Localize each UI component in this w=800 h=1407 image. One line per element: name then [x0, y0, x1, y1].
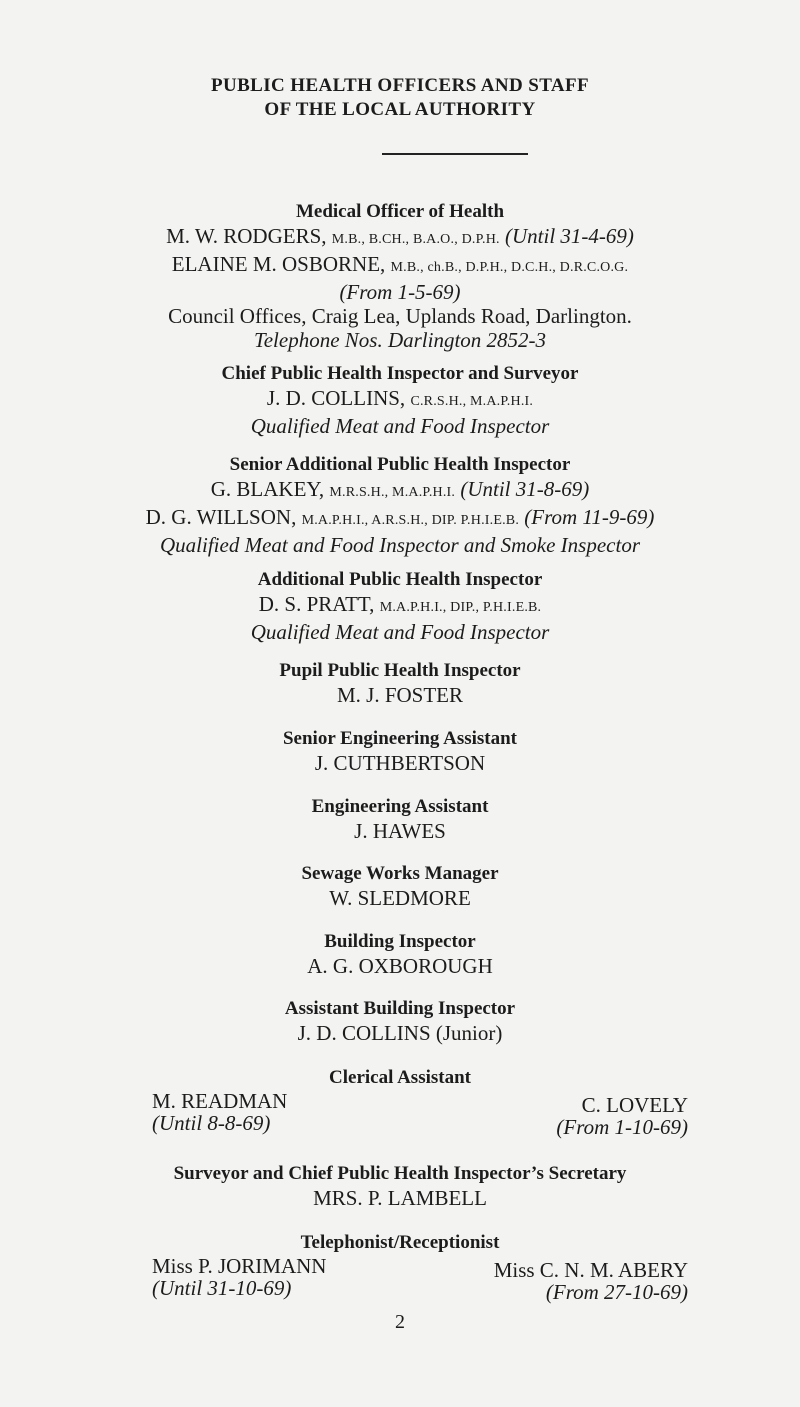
staff-period: (From 1-10-69)	[556, 1115, 688, 1139]
section-heading: Senior Additional Public Health Inspector	[229, 454, 571, 475]
page-number: 2	[395, 1311, 405, 1333]
staff-entry	[0, 252, 800, 280]
section-telephonist	[0, 1231, 800, 1255]
section-heading: Medical Officer of Health	[295, 201, 505, 222]
staff-period: (From 27-10-69)	[545, 1280, 688, 1304]
title-divider	[382, 153, 528, 155]
section-heading: Clerical Assistant	[329, 1067, 471, 1088]
staff-entry	[0, 386, 800, 414]
section-sewage-works	[0, 862, 800, 910]
staff-qualifications: M.B., B.CH., B.A.O., D.P.H.	[331, 232, 500, 247]
staff-qualifications: M.B., ch.B., D.P.H., D.C.H., D.R.C.O.G.	[390, 260, 629, 275]
staff-name: M. READMAN	[152, 1089, 288, 1113]
staff-entry-right	[556, 1094, 688, 1138]
staff-note: Qualified Meat and Food Inspector	[250, 620, 550, 644]
staff-period: (Until 31-10-69)	[152, 1276, 292, 1300]
section-additional-inspector	[0, 568, 800, 644]
staff-period: (From 1-5-69)	[339, 280, 461, 304]
staff-entry	[0, 592, 800, 620]
staff-name: J. D. COLLINS,	[266, 386, 411, 410]
staff-period: (Until 31-4-69)	[505, 224, 634, 248]
section-heading: Sewage Works Manager	[301, 863, 499, 884]
staff-period: (Until 8-8-69)	[152, 1111, 271, 1135]
section-heading: Additional Public Health Inspector	[257, 569, 543, 590]
section-senior-additional-inspector	[0, 453, 800, 557]
staff-qualifications: M.A.P.H.I., DIP., P.H.I.E.B.	[379, 600, 542, 615]
office-address: Council Offices, Craig Lea, Uplands Road, Darlington.	[168, 304, 632, 328]
page-title-line-1: PUBLIC HEALTH OFFICERS AND STAFF	[210, 75, 590, 96]
staff-name: Miss C. N. M. ABERY	[493, 1258, 688, 1282]
section-building-inspector	[0, 930, 800, 978]
staff-name: Miss P. JORIMANN	[152, 1254, 327, 1278]
section-clerical	[0, 1066, 800, 1090]
staff-name: J. HAWES	[354, 819, 446, 843]
staff-name: D. S. PRATT,	[258, 592, 380, 616]
section-heading: Chief Public Health Inspector and Surveyor	[221, 363, 579, 384]
staff-name: MRS. P. LAMBELL	[313, 1186, 487, 1210]
staff-entry-left	[152, 1255, 326, 1299]
section-heading: Assistant Building Inspector	[284, 998, 516, 1019]
section-heading: Senior Engineering Assistant	[282, 728, 518, 749]
section-secretary	[0, 1162, 800, 1210]
section-assistant-building	[0, 997, 800, 1045]
staff-period: (Until 31-8-69)	[460, 477, 590, 501]
section-medical-officer	[0, 200, 800, 352]
section-engineering	[0, 795, 800, 843]
staff-name: J. CUTHBERTSON	[314, 751, 486, 775]
staff-name: J. D. COLLINS (Junior)	[297, 1021, 503, 1045]
staff-entry	[0, 505, 800, 533]
staff-note: Qualified Meat and Food Inspector	[250, 414, 550, 438]
staff-name: D. G. WILLSON,	[145, 505, 302, 529]
section-chief-inspector	[0, 362, 800, 438]
staff-entry	[0, 224, 800, 252]
staff-entry-left	[152, 1090, 287, 1134]
page-title-line-2: OF THE LOCAL AUTHORITY	[264, 99, 536, 120]
staff-note: Qualified Meat and Food Inspector and Smoke Inspector	[160, 533, 640, 557]
staff-name: M. J. FOSTER	[336, 683, 464, 707]
section-heading: Building Inspector	[324, 931, 476, 952]
section-senior-engineering	[0, 727, 800, 775]
telephone-numbers: Telephone Nos. Darlington 2852-3	[253, 328, 547, 352]
staff-name: C. LOVELY	[581, 1093, 688, 1117]
section-heading: Telephonist/Receptionist	[300, 1232, 500, 1253]
staff-qualifications: M.A.P.H.I., A.R.S.H., DIP. P.H.I.E.B.	[301, 513, 520, 528]
staff-name: G. BLAKEY,	[210, 477, 330, 501]
section-heading: Pupil Public Health Inspector	[279, 660, 521, 681]
section-pupil-inspector	[0, 659, 800, 707]
staff-name: ELAINE M. OSBORNE,	[171, 252, 391, 276]
section-heading: Engineering Assistant	[311, 796, 489, 817]
staff-period: (From 11-9-69)	[524, 505, 655, 529]
section-heading: Surveyor and Chief Public Health Inspector’s Secretary	[173, 1163, 627, 1184]
staff-qualifications: M.R.S.H., M.A.P.H.I.	[329, 485, 456, 500]
staff-name: W. SLEDMORE	[329, 886, 471, 910]
staff-entry-right	[494, 1259, 688, 1303]
staff-qualifications: C.R.S.H., M.A.P.H.I.	[410, 394, 534, 409]
staff-name: M. W. RODGERS,	[166, 224, 332, 248]
staff-entry	[0, 477, 800, 505]
staff-name: A. G. OXBOROUGH	[307, 954, 493, 978]
